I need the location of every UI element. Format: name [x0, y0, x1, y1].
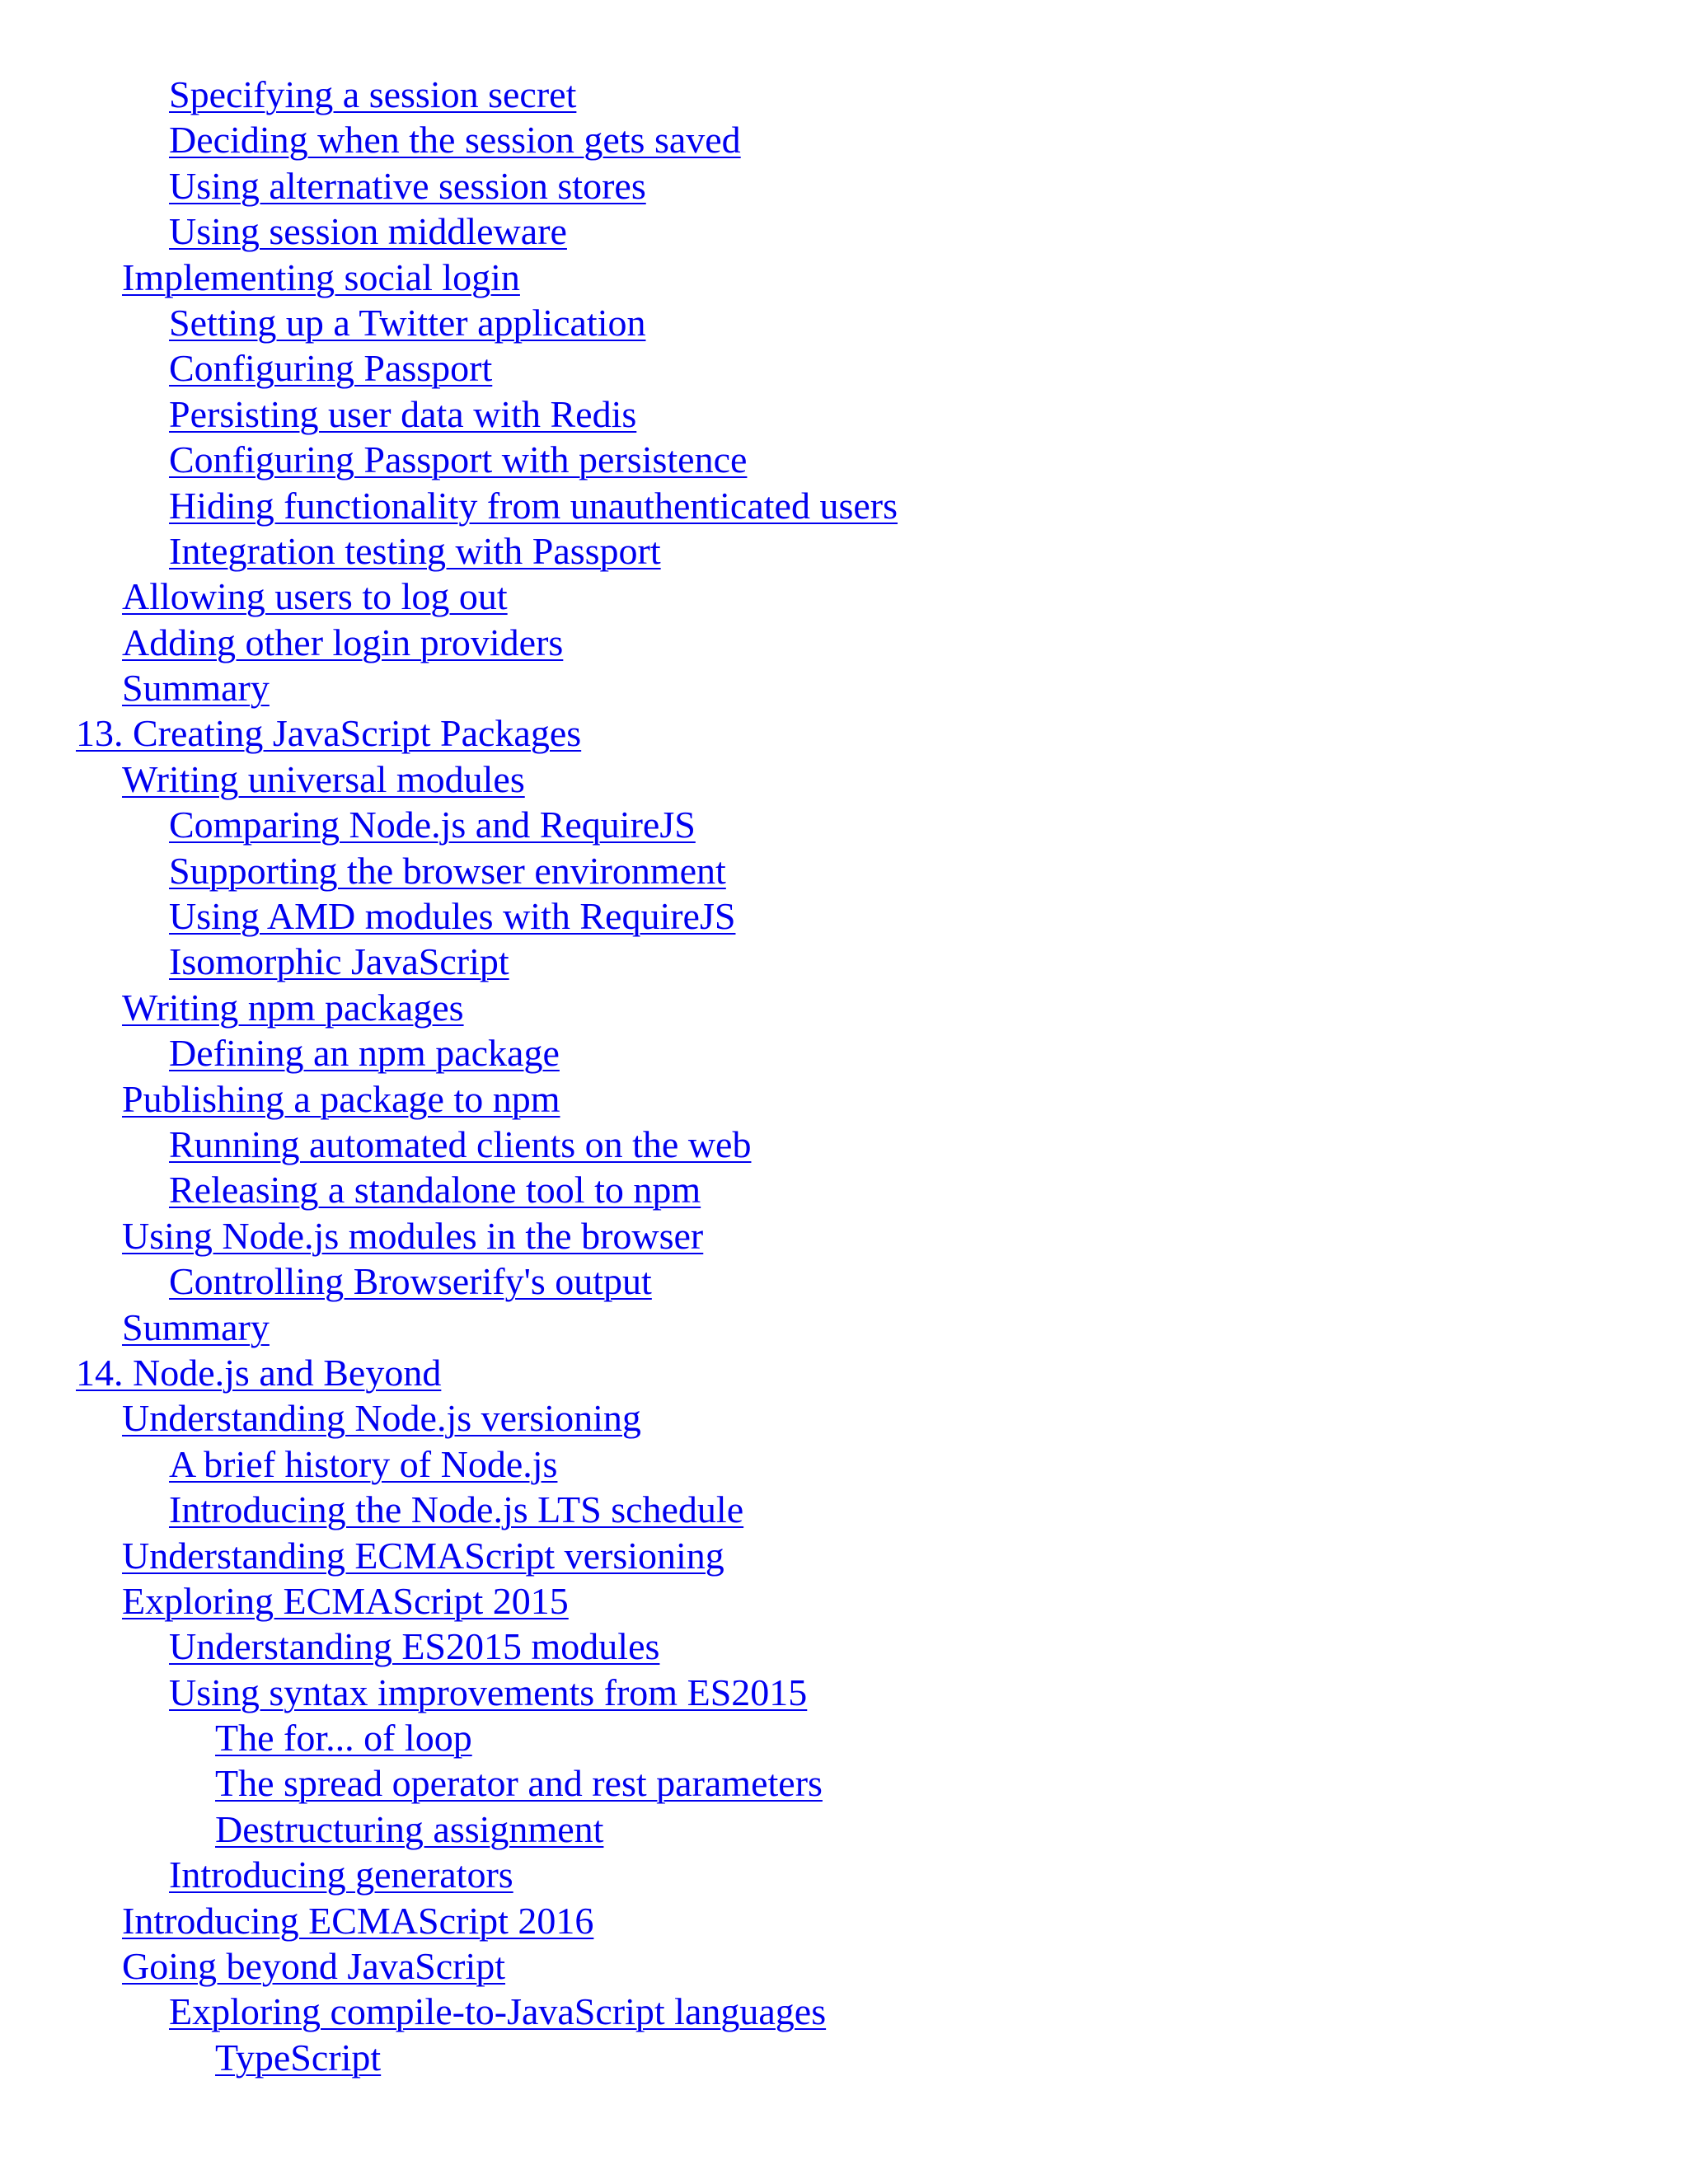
toc-link[interactable]: Integration testing with Passport	[169, 529, 661, 572]
toc-entry	[76, 1487, 898, 1532]
toc-entry	[76, 985, 898, 1030]
toc-entry	[76, 300, 898, 345]
toc-link[interactable]: Configuring Passport	[169, 347, 493, 390]
toc-entry	[76, 1807, 898, 1852]
toc-entry	[76, 574, 898, 619]
toc-link[interactable]: Summary	[122, 667, 270, 710]
toc-link[interactable]: Releasing a standalone tool to npm	[169, 1169, 701, 1212]
toc-entry	[76, 1533, 898, 1578]
toc-entry	[76, 1350, 898, 1395]
toc-link[interactable]: The spread operator and rest parameters	[215, 1762, 823, 1805]
toc-link[interactable]: Introducing ECMAScript 2016	[122, 1899, 594, 1942]
toc-link[interactable]: Understanding Node.js versioning	[122, 1397, 641, 1440]
toc-entry	[76, 437, 898, 482]
toc-entry	[76, 2035, 898, 2080]
toc-link[interactable]: Specifying a session secret	[169, 73, 577, 115]
toc-link[interactable]: Comparing Node.js and RequireJS	[169, 804, 696, 846]
toc-entry	[76, 620, 898, 665]
toc-link[interactable]: Controlling Browserify's output	[169, 1260, 652, 1303]
toc-entry	[76, 1578, 898, 1624]
toc-entry	[76, 1258, 898, 1304]
toc-entry	[76, 1760, 898, 1806]
toc-link[interactable]: Exploring ECMAScript 2015	[122, 1579, 569, 1622]
toc-entry	[76, 345, 898, 391]
toc-entry	[76, 710, 898, 756]
toc-link[interactable]: A brief history of Node.js	[169, 1442, 558, 1485]
toc-entry	[76, 72, 898, 117]
toc-entry	[76, 1395, 898, 1441]
toc-link[interactable]: Using syntax improvements from ES2015	[169, 1671, 808, 1713]
toc-link[interactable]: 14. Node.js and Beyond	[76, 1351, 442, 1394]
toc-link[interactable]: Using Node.js modules in the browser	[122, 1214, 704, 1257]
toc-link[interactable]: Setting up a Twitter application	[169, 301, 646, 344]
toc-link[interactable]: Summary	[122, 1305, 270, 1348]
toc-entry	[76, 665, 898, 710]
toc-entry	[76, 848, 898, 893]
toc-entry	[76, 802, 898, 847]
toc-link[interactable]: Configuring Passport with persistence	[169, 438, 748, 481]
toc-entry	[76, 1167, 898, 1212]
toc-link[interactable]: Adding other login providers	[122, 621, 564, 663]
toc-link[interactable]: Writing npm packages	[122, 986, 464, 1029]
toc-entry	[76, 1670, 898, 1715]
toc-link[interactable]: Writing universal modules	[122, 757, 525, 800]
toc-link[interactable]: Exploring compile-to-JavaScript languages	[169, 1990, 827, 2033]
toc-link[interactable]: Understanding ECMAScript versioning	[122, 1534, 724, 1577]
toc-link[interactable]: Isomorphic JavaScript	[169, 940, 509, 983]
toc-entry	[76, 255, 898, 300]
toc-entry	[76, 1852, 898, 1897]
toc-link[interactable]: Defining an npm package	[169, 1032, 560, 1075]
toc-link[interactable]: Using session middleware	[169, 210, 567, 253]
toc-entry	[76, 163, 898, 209]
toc-link[interactable]: Hiding functionality from unauthenticated users	[169, 484, 898, 527]
toc-entry	[76, 1943, 898, 1989]
toc-entry	[76, 757, 898, 802]
toc-link[interactable]: Supporting the browser environment	[169, 849, 726, 892]
toc-link[interactable]: Going beyond JavaScript	[122, 1945, 506, 1988]
toc-link[interactable]: Running automated clients on the web	[169, 1122, 752, 1165]
toc-entry	[76, 391, 898, 437]
toc-entry	[76, 209, 898, 254]
toc-entry	[76, 483, 898, 528]
table-of-contents	[76, 72, 898, 2080]
toc-link[interactable]: 13. Creating JavaScript Packages	[76, 712, 582, 755]
toc-entry	[76, 1030, 898, 1076]
toc-link[interactable]: Publishing a package to npm	[122, 1077, 560, 1120]
toc-entry	[76, 1122, 898, 1167]
toc-link[interactable]: Implementing social login	[122, 255, 520, 298]
toc-link[interactable]: TypeScript	[215, 2036, 382, 2079]
toc-entry	[76, 939, 898, 984]
toc-entry	[76, 1076, 898, 1122]
toc-entry	[76, 1305, 898, 1350]
toc-link[interactable]: Introducing the Node.js LTS schedule	[169, 1488, 744, 1531]
toc-link[interactable]: Allowing users to log out	[122, 575, 508, 618]
toc-link[interactable]: Understanding ES2015 modules	[169, 1625, 660, 1668]
toc-link[interactable]: Destructuring assignment	[215, 1807, 604, 1850]
toc-entry	[76, 1441, 898, 1487]
toc-link[interactable]: Persisting user data with Redis	[169, 392, 637, 435]
toc-link[interactable]: Using alternative session stores	[169, 164, 646, 207]
toc-entry	[76, 1213, 898, 1258]
toc-entry	[76, 528, 898, 574]
toc-entry	[76, 117, 898, 162]
toc-link[interactable]: Using AMD modules with RequireJS	[169, 895, 736, 938]
toc-entry	[76, 1989, 898, 2034]
toc-entry	[76, 1624, 898, 1669]
toc-entry	[76, 1715, 898, 1760]
toc-entry	[76, 893, 898, 939]
toc-link[interactable]: Introducing generators	[169, 1854, 513, 1896]
toc-entry	[76, 1898, 898, 1943]
toc-link[interactable]: Deciding when the session gets saved	[169, 119, 741, 162]
toc-link[interactable]: The for... of loop	[215, 1717, 472, 1760]
